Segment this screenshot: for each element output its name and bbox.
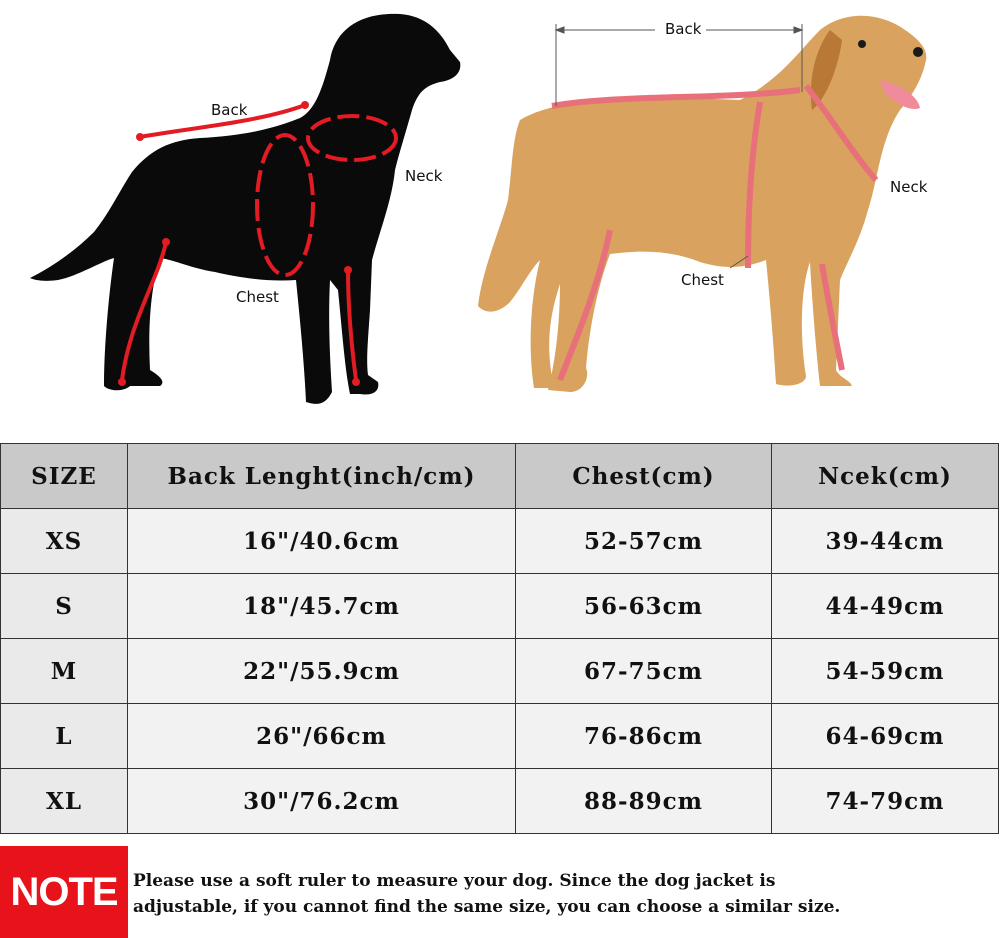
table-row [1, 769, 999, 834]
table-row [1, 509, 999, 574]
back-length-cell: 26"/66cm [128, 704, 516, 769]
neck-cell: 74-79cm [772, 769, 999, 834]
silhouette-back-label: Back [211, 101, 248, 119]
chest-cell: 52-57cm [516, 509, 772, 574]
note-line-2: adjustable, if you cannot find the same size, you can choose a similar size. [133, 897, 841, 917]
photo-back-label: Back [665, 20, 702, 38]
neck-cell: 44-49cm [772, 574, 999, 639]
size-cell: S [1, 574, 128, 639]
neck-cell: 54-59cm [772, 639, 999, 704]
table-row [1, 704, 999, 769]
neck-cell: 39-44cm [772, 509, 999, 574]
silhouette-chest-label: Chest [236, 288, 279, 306]
note-section [0, 846, 1000, 938]
header-size: SIZE [1, 444, 128, 509]
header-chest: Chest(cm) [516, 444, 772, 509]
note-text [133, 868, 993, 920]
table-row [1, 639, 999, 704]
dog-diagrams [0, 0, 1000, 440]
photo-neck-label: Neck [890, 178, 928, 196]
photo-chest-label: Chest [681, 271, 724, 289]
golden-dog-photo [478, 16, 926, 392]
table-header-row [1, 444, 999, 509]
size-cell: XL [1, 769, 128, 834]
chest-cell: 67-75cm [516, 639, 772, 704]
chest-cell: 88-89cm [516, 769, 772, 834]
chest-cell: 56-63cm [516, 574, 772, 639]
back-length-cell: 18"/45.7cm [128, 574, 516, 639]
note-badge: NOTE [0, 846, 128, 938]
size-cell: M [1, 639, 128, 704]
header-back-length: Back Lenght(inch/cm) [128, 444, 516, 509]
size-cell: L [1, 704, 128, 769]
note-line-1: Please use a soft ruler to measure your dog. Since the dog jacket is [133, 871, 776, 891]
size-cell: XS [1, 509, 128, 574]
back-length-cell: 22"/55.9cm [128, 639, 516, 704]
header-neck: Ncek(cm) [772, 444, 999, 509]
table-row [1, 574, 999, 639]
chest-cell: 76-86cm [516, 704, 772, 769]
size-chart-table [0, 443, 999, 834]
back-length-cell: 16"/40.6cm [128, 509, 516, 574]
dog-silhouette [30, 14, 460, 404]
measurement-illustration [0, 0, 1000, 440]
back-length-cell: 30"/76.2cm [128, 769, 516, 834]
neck-cell: 64-69cm [772, 704, 999, 769]
silhouette-neck-label: Neck [405, 167, 443, 185]
